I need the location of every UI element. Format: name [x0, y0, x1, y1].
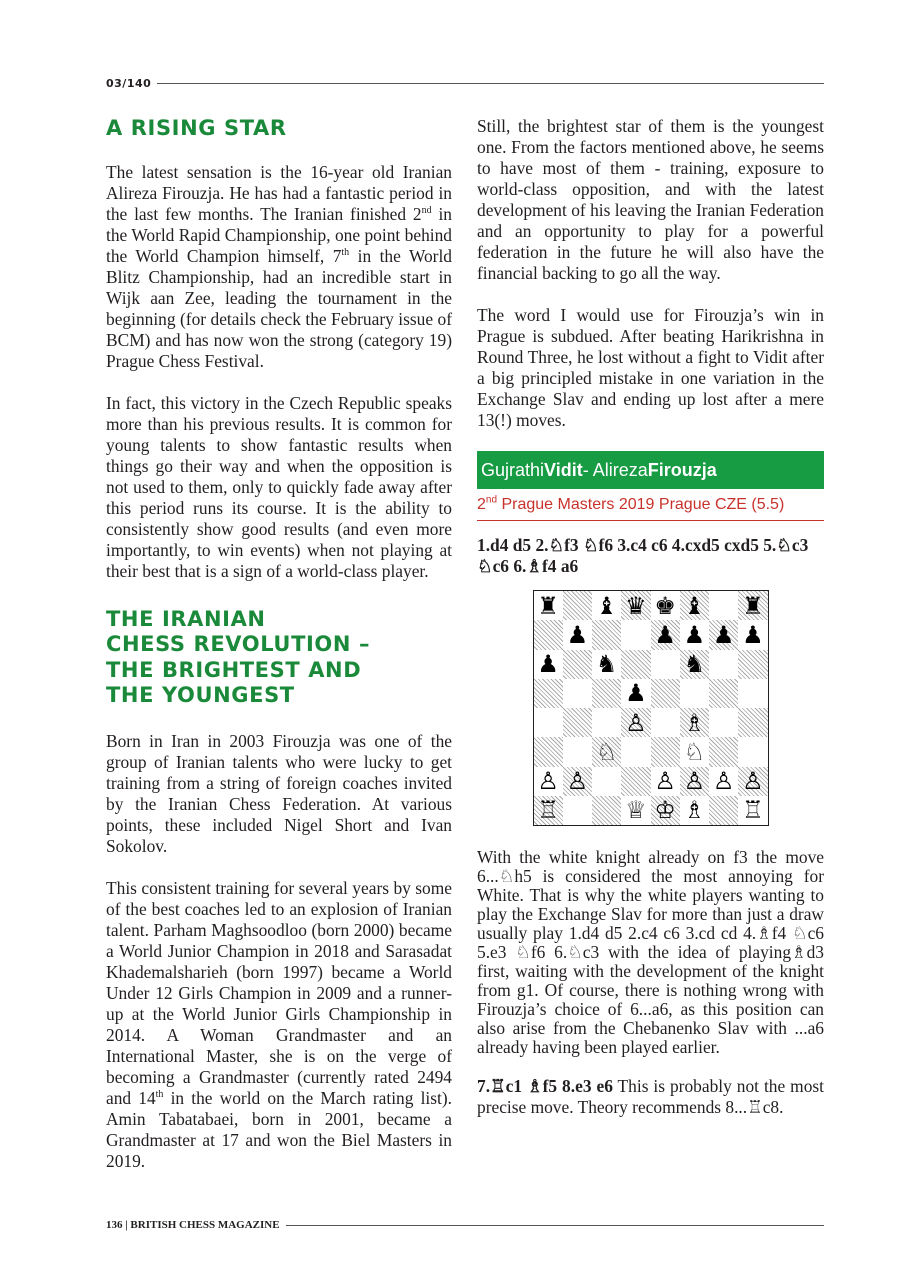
square-c6	[592, 650, 621, 679]
square-h7	[738, 620, 767, 649]
white-pawn-icon: ♙	[537, 767, 559, 796]
square-e7	[651, 620, 680, 649]
page-counter: 03/140	[106, 76, 152, 90]
square-a2	[534, 767, 563, 796]
square-h6	[738, 650, 767, 679]
square-e4	[651, 708, 680, 737]
black-rook-icon: ♜	[742, 591, 764, 620]
right-column	[477, 116, 824, 1118]
black-pawn-icon: ♟	[537, 650, 559, 679]
square-e2	[651, 767, 680, 796]
white-pawn-icon: ♙	[654, 767, 676, 796]
square-f2	[680, 767, 709, 796]
square-a4	[534, 708, 563, 737]
paragraph-born-in-iran: Born in Iran in 2003 Firouzja was one of the group of Iranian talents who were lucky to get training from a string of foreign coaches invited by the Iranian Chess Federation. At various points, these included Nigel Short and Ivan Sokolov.	[106, 730, 452, 856]
paragraph-latest-sensation: The latest sensation is the 16-year old Iranian Alireza Firouzja. He has had a fantastic period in the last few months. The Iranian finished 2nd in the World Rapid Championship, one point behind the World Champion himself, 7th in the World Blitz Championship, had an incredible start in Wijk aan Zee, leading the tournament in the beginning (for details check the February issue of BCM) and has now won the strong (category 19) Prague Chess Festival.	[106, 161, 452, 371]
square-g2	[709, 767, 738, 796]
white-pawn-icon: ♙	[566, 767, 589, 796]
square-f7	[680, 620, 709, 649]
paragraph-consistent-training: This consistent training for several years by some of the best coaches led to an explosion of Iranian talent. Parham Maghsoodloo (born 2000) became a World Junior Champion in 2018 and Sarasadat Khademalsharieh (born 1997) became a World Under 12 Girls Champion in 2009 and a runner-up at the World Junior Girls Championship in 2014. A Woman Grandmaster and an International Master, she is on the verge of becoming a Grandmaster (currently rated 2494 and 14th in the world on the March rating list). Amin Tabatabaei, born in 2001, became a Grandmaster at 17 and won the Biel Masters in 2019.	[106, 877, 452, 1171]
white-pawn-icon: ♙	[683, 767, 706, 796]
square-f4	[680, 708, 709, 737]
white-bishop-icon: ♗	[683, 708, 706, 737]
square-b3	[563, 737, 592, 766]
square-g4	[709, 708, 738, 737]
chess-board	[533, 590, 769, 826]
square-a6	[534, 650, 563, 679]
white-knight-icon: ♘	[595, 737, 618, 766]
square-c4	[592, 708, 621, 737]
square-h8	[738, 591, 767, 620]
footer-text: 136 | BRITISH CHESS MAGAZINE	[106, 1219, 280, 1231]
left-column	[106, 116, 452, 1172]
black-pawn-icon: ♟	[625, 679, 647, 708]
square-h2	[738, 767, 767, 796]
square-b5	[563, 679, 592, 708]
square-c3	[592, 737, 621, 766]
black-rook-icon: ♜	[537, 591, 559, 620]
white-pawn-icon: ♙	[712, 767, 735, 796]
square-b7	[563, 620, 592, 649]
heading-rising-star: A RISING STAR	[106, 116, 287, 140]
game-players-bar: Gujrathi Vidit - Alireza Firouzja	[477, 451, 824, 489]
white-knight-icon: ♘	[683, 737, 706, 766]
chess-diagram	[477, 590, 824, 826]
paragraph-czech-victory: In fact, this victory in the Czech Republic speaks more than his previous results. It is common for young talents to show fantastic results when things go their way and when the opposition is not used to them, only to quickly fade away after this period runs its course. It is the ability to consistently show good results (and even more importantly, to win events) when not playing at their best that is a sign of a world-class player.	[106, 392, 452, 581]
square-d1	[621, 796, 650, 825]
paragraph-white-knight: With the white knight already on f3 the move 6...♘h5 is considered the most annoying for White. That is why the white players wanting to play the Exchange Slav for more than just a draw usually play 1.d4 d5 2.c4 c6 3.cd cd 4.♗f4 ♘c6 5.e3 ♘f6 6.♘c3 with the idea of playing♗d3 first, waiting with the development of the knight from g1. Of course, there is nothing wrong with Firouzja’s choice of 6...a6, as this position can also arise from the Chebanenko Slav with ...a6 already having been played earlier.	[477, 847, 824, 1057]
square-g7	[709, 620, 738, 649]
square-f1	[680, 796, 709, 825]
square-f6	[680, 650, 709, 679]
square-e8	[651, 591, 680, 620]
square-c5	[592, 679, 621, 708]
square-e6	[651, 650, 680, 679]
black-pawn-icon: ♟	[742, 620, 764, 649]
white-king-icon: ♔	[654, 796, 676, 825]
square-h4	[738, 708, 767, 737]
black-bishop-icon: ♝	[595, 591, 618, 620]
square-d2	[621, 767, 650, 796]
square-f8	[680, 591, 709, 620]
square-g3	[709, 737, 738, 766]
square-d5	[621, 679, 650, 708]
white-bishop-icon: ♗	[683, 796, 706, 825]
square-f3	[680, 737, 709, 766]
square-d3	[621, 737, 650, 766]
square-d6	[621, 650, 650, 679]
square-h5	[738, 679, 767, 708]
square-g8	[709, 591, 738, 620]
square-b6	[563, 650, 592, 679]
square-b8	[563, 591, 592, 620]
square-e5	[651, 679, 680, 708]
square-a8	[534, 591, 563, 620]
square-d7	[621, 620, 650, 649]
square-c1	[592, 796, 621, 825]
game-event: 2nd Prague Masters 2019 Prague CZE (5.5)	[477, 489, 824, 521]
square-c2	[592, 767, 621, 796]
white-pawn-icon: ♙	[625, 708, 647, 737]
square-a3	[534, 737, 563, 766]
square-a1	[534, 796, 563, 825]
square-d4	[621, 708, 650, 737]
square-a7	[534, 620, 563, 649]
black-bishop-icon: ♝	[683, 591, 706, 620]
page-header	[106, 75, 824, 91]
black-queen-icon: ♛	[625, 591, 647, 620]
black-pawn-icon: ♟	[683, 620, 706, 649]
square-g5	[709, 679, 738, 708]
paragraph-subdued-win: The word I would use for Firouzja’s win in Prague is subdued. After beating Harikrishna in Round Three, he lost without a fight to Vidit after a big principled mistake in one variation in the Exchange Slav and ending up lost after a mere 13(!) moves.	[477, 305, 824, 430]
footer-rule	[286, 1225, 824, 1226]
square-h3	[738, 737, 767, 766]
square-b4	[563, 708, 592, 737]
paragraph-theory: 7.♖c1 ♗f5 8.e3 e6 This is probably not the most precise move. Theory recommends 8...♖c8.	[477, 1076, 824, 1117]
white-queen-icon: ♕	[625, 796, 647, 825]
square-c8	[592, 591, 621, 620]
square-e1	[651, 796, 680, 825]
black-king-icon: ♚	[654, 591, 676, 620]
black-pawn-icon: ♟	[654, 620, 676, 649]
square-b1	[563, 796, 592, 825]
square-f5	[680, 679, 709, 708]
white-rook-icon: ♖	[537, 796, 559, 825]
square-g6	[709, 650, 738, 679]
square-h1	[738, 796, 767, 825]
white-pawn-icon: ♙	[742, 767, 764, 796]
square-a5	[534, 679, 563, 708]
paragraph-brightest-star: Still, the brightest star of them is the youngest one. From the factors mentioned above, he seems to have most of them - training, exposure to world-class opposition, and with the latest development of his leaving the Iranian Federation and an opportunity to play for a powerful federation in the future he will also have the financial backing to go all the way.	[477, 116, 824, 283]
white-rook-icon: ♖	[742, 796, 764, 825]
black-knight-icon: ♞	[595, 650, 618, 679]
square-c7	[592, 620, 621, 649]
square-d8	[621, 591, 650, 620]
heading-iranian-revolution: THE IRANIAN CHESS REVOLUTION – THE BRIGHTEST AND THE YOUNGEST	[106, 606, 371, 707]
page-footer	[106, 1217, 824, 1233]
black-pawn-icon: ♟	[712, 620, 735, 649]
square-b2	[563, 767, 592, 796]
square-g1	[709, 796, 738, 825]
black-pawn-icon: ♟	[566, 620, 589, 649]
square-e3	[651, 737, 680, 766]
black-knight-icon: ♞	[683, 650, 706, 679]
header-rule	[157, 83, 824, 84]
game-opening-moves: 1.d4 d5 2.♘f3 ♘f6 3.c4 c6 4.cxd5 cxd5 5.♘c3 ♘c6 6.♗f4 a6	[477, 535, 809, 576]
